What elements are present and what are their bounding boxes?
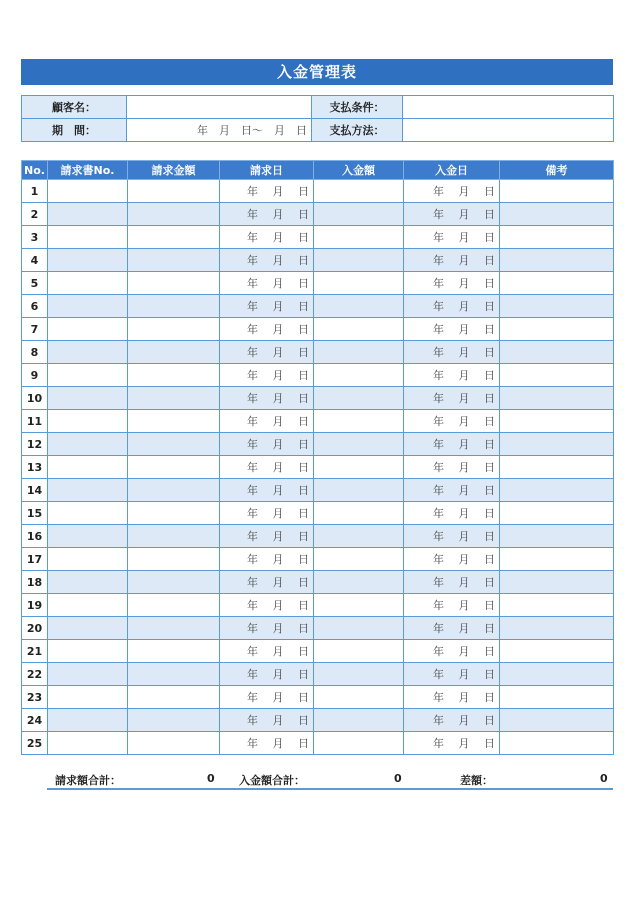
row-number: 25 (22, 732, 48, 755)
billed-date-cell[interactable]: 年 月 日 (220, 433, 314, 456)
row-number: 22 (22, 663, 48, 686)
paid-date-cell[interactable]: 年 月 日 (404, 318, 500, 341)
row-number: 7 (22, 318, 48, 341)
paid-amount-cell[interactable] (314, 479, 404, 502)
table-row (22, 548, 614, 571)
billed-amount-cell[interactable] (128, 410, 220, 433)
notes-cell[interactable] (500, 249, 614, 272)
billed-amount-cell[interactable] (128, 502, 220, 525)
billed-amount-cell[interactable] (128, 318, 220, 341)
billed-amount-cell[interactable] (128, 295, 220, 318)
notes-cell[interactable] (500, 341, 614, 364)
table-row (22, 571, 614, 594)
table-row (22, 709, 614, 732)
paid-date-cell[interactable]: 年 月 日 (404, 594, 500, 617)
billed-date-cell[interactable]: 年 月 日 (220, 456, 314, 479)
notes-cell[interactable] (500, 318, 614, 341)
row-number: 19 (22, 594, 48, 617)
paid-amount-cell[interactable] (314, 571, 404, 594)
table-row (22, 318, 614, 341)
paid-amount-cell[interactable] (314, 295, 404, 318)
billed-date-cell[interactable]: 年 月 日 (220, 203, 314, 226)
paid-amount-cell[interactable] (314, 180, 404, 203)
notes-cell[interactable] (500, 364, 614, 387)
invoice-no-cell[interactable] (48, 387, 128, 410)
invoice-no-cell[interactable] (48, 410, 128, 433)
row-number: 4 (22, 249, 48, 272)
period-field[interactable]: 年 月 日～ 月 日 (127, 119, 312, 142)
paid-amount-cell[interactable] (314, 272, 404, 295)
notes-cell[interactable] (500, 295, 614, 318)
paid-amount-cell[interactable] (314, 226, 404, 249)
paid-amount-cell[interactable] (314, 686, 404, 709)
invoice-no-cell[interactable] (48, 249, 128, 272)
row-number: 2 (22, 203, 48, 226)
paid-date-cell[interactable]: 年 月 日 (404, 525, 500, 548)
notes-cell[interactable] (500, 709, 614, 732)
notes-cell[interactable] (500, 203, 614, 226)
notes-cell[interactable] (500, 663, 614, 686)
paid-amount-cell[interactable] (314, 341, 404, 364)
billed-amount-cell[interactable] (128, 594, 220, 617)
notes-cell[interactable] (500, 686, 614, 709)
paid-amount-cell[interactable] (314, 663, 404, 686)
totals-bar (47, 768, 613, 790)
invoice-no-cell[interactable] (48, 686, 128, 709)
paid-amount-cell[interactable] (314, 594, 404, 617)
row-number: 15 (22, 502, 48, 525)
paid-date-cell[interactable]: 年 月 日 (404, 341, 500, 364)
table-row (22, 249, 614, 272)
notes-cell[interactable] (500, 640, 614, 663)
billed-date-cell[interactable]: 年 月 日 (220, 709, 314, 732)
paid-date-cell[interactable]: 年 月 日 (404, 456, 500, 479)
period-label: 期 間： (22, 119, 127, 142)
notes-cell[interactable] (500, 571, 614, 594)
billed-amount-cell[interactable] (128, 272, 220, 295)
billed-amount-cell[interactable] (128, 663, 220, 686)
header-row (22, 161, 614, 180)
paid-amount-cell[interactable] (314, 387, 404, 410)
row-number: 24 (22, 709, 48, 732)
invoice-no-cell[interactable] (48, 318, 128, 341)
billed-date-cell[interactable]: 年 月 日 (220, 295, 314, 318)
paid-date-cell[interactable]: 年 月 日 (404, 709, 500, 732)
billed-total-value: 0 (207, 772, 215, 785)
billed-date-cell[interactable]: 年 月 日 (220, 571, 314, 594)
billed-date-cell[interactable]: 年 月 日 (220, 387, 314, 410)
billed-amount-cell[interactable] (128, 525, 220, 548)
invoice-no-cell[interactable] (48, 341, 128, 364)
row-number: 20 (22, 617, 48, 640)
paid-date-cell[interactable]: 年 月 日 (404, 479, 500, 502)
paid-date-cell[interactable]: 年 月 日 (404, 295, 500, 318)
notes-cell[interactable] (500, 594, 614, 617)
billed-date-cell[interactable]: 年 月 日 (220, 249, 314, 272)
row-number: 6 (22, 295, 48, 318)
billed-date-cell[interactable]: 年 月 日 (220, 594, 314, 617)
paid-date-cell[interactable]: 年 月 日 (404, 686, 500, 709)
notes-cell[interactable] (500, 479, 614, 502)
invoice-no-cell[interactable] (48, 640, 128, 663)
billed-date-cell[interactable]: 年 月 日 (220, 640, 314, 663)
header-no: No. (22, 161, 48, 180)
paid-date-cell[interactable]: 年 月 日 (404, 663, 500, 686)
paid-amount-cell[interactable] (314, 318, 404, 341)
invoice-no-cell[interactable] (48, 226, 128, 249)
table-row (22, 640, 614, 663)
billed-amount-cell[interactable] (128, 364, 220, 387)
table-row (22, 525, 614, 548)
invoice-no-cell[interactable] (48, 594, 128, 617)
paid-amount-cell[interactable] (314, 410, 404, 433)
notes-cell[interactable] (500, 272, 614, 295)
invoice-no-cell[interactable] (48, 617, 128, 640)
table-row (22, 433, 614, 456)
header-notes: 備考 (500, 161, 614, 180)
billed-date-cell[interactable]: 年 月 日 (220, 686, 314, 709)
billed-date-cell[interactable]: 年 月 日 (220, 318, 314, 341)
paid-date-cell[interactable]: 年 月 日 (404, 249, 500, 272)
paid-date-cell[interactable]: 年 月 日 (404, 203, 500, 226)
billed-amount-cell[interactable] (128, 548, 220, 571)
table-row (22, 387, 614, 410)
paid-total-value: 0 (394, 772, 402, 785)
invoice-no-cell[interactable] (48, 456, 128, 479)
invoice-no-cell[interactable] (48, 548, 128, 571)
paid-amount-cell[interactable] (314, 525, 404, 548)
row-number: 8 (22, 341, 48, 364)
terms-label: 支払条件： (312, 96, 403, 119)
invoice-no-cell[interactable] (48, 525, 128, 548)
billed-amount-cell[interactable] (128, 433, 220, 456)
table-row (22, 203, 614, 226)
billed-amount-cell[interactable] (128, 180, 220, 203)
table-row (22, 341, 614, 364)
billed-amount-cell[interactable] (128, 226, 220, 249)
customer-label: 顧客名： (22, 96, 127, 119)
row-number: 16 (22, 525, 48, 548)
notes-cell[interactable] (500, 548, 614, 571)
difference-label: 差額： (460, 774, 493, 787)
table-row (22, 180, 614, 203)
paid-date-cell[interactable]: 年 月 日 (404, 364, 500, 387)
billed-date-cell[interactable]: 年 月 日 (220, 180, 314, 203)
paid-amount-cell[interactable] (314, 456, 404, 479)
billed-date-cell[interactable]: 年 月 日 (220, 341, 314, 364)
difference-value: 0 (600, 772, 608, 785)
billed-amount-cell[interactable] (128, 249, 220, 272)
notes-cell[interactable] (500, 410, 614, 433)
paid-amount-cell[interactable] (314, 617, 404, 640)
customer-field[interactable] (127, 96, 312, 119)
billed-amount-cell[interactable] (128, 341, 220, 364)
paid-date-cell[interactable]: 年 月 日 (404, 571, 500, 594)
notes-cell[interactable] (500, 732, 614, 755)
method-field[interactable] (403, 119, 614, 142)
billed-amount-cell[interactable] (128, 456, 220, 479)
invoice-no-cell[interactable] (48, 663, 128, 686)
invoice-no-cell[interactable] (48, 502, 128, 525)
row-number: 21 (22, 640, 48, 663)
payment-table (21, 160, 614, 755)
row-number: 17 (22, 548, 48, 571)
billed-amount-cell[interactable] (128, 640, 220, 663)
billed-amount-cell[interactable] (128, 387, 220, 410)
notes-cell[interactable] (500, 226, 614, 249)
billed-amount-cell[interactable] (128, 732, 220, 755)
notes-cell[interactable] (500, 180, 614, 203)
page-title: 入金管理表 (21, 59, 613, 85)
table-row (22, 456, 614, 479)
table-row (22, 686, 614, 709)
row-number: 9 (22, 364, 48, 387)
billed-date-cell[interactable]: 年 月 日 (220, 732, 314, 755)
billed-amount-cell[interactable] (128, 203, 220, 226)
billed-date-cell[interactable]: 年 月 日 (220, 364, 314, 387)
invoice-no-cell[interactable] (48, 571, 128, 594)
invoice-no-cell[interactable] (48, 433, 128, 456)
billed-date-cell[interactable]: 年 月 日 (220, 525, 314, 548)
paid-amount-cell[interactable] (314, 709, 404, 732)
table-row (22, 272, 614, 295)
paid-total-label: 入金額合計： (239, 774, 305, 787)
invoice-no-cell[interactable] (48, 180, 128, 203)
paid-amount-cell[interactable] (314, 203, 404, 226)
billed-date-cell[interactable]: 年 月 日 (220, 502, 314, 525)
notes-cell[interactable] (500, 456, 614, 479)
paid-date-cell[interactable]: 年 月 日 (404, 640, 500, 663)
table-row (22, 502, 614, 525)
paid-date-cell[interactable]: 年 月 日 (404, 548, 500, 571)
invoice-no-cell[interactable] (48, 272, 128, 295)
notes-cell[interactable] (500, 502, 614, 525)
invoice-no-cell[interactable] (48, 364, 128, 387)
paid-date-cell[interactable]: 年 月 日 (404, 180, 500, 203)
info-table (21, 95, 614, 142)
billed-total-label: 請求額合計： (55, 774, 121, 787)
table-row (22, 226, 614, 249)
paid-date-cell[interactable]: 年 月 日 (404, 387, 500, 410)
table-row (22, 410, 614, 433)
method-label: 支払方法： (312, 119, 403, 142)
invoice-no-cell[interactable] (48, 479, 128, 502)
paid-amount-cell[interactable] (314, 640, 404, 663)
table-row (22, 479, 614, 502)
paid-date-cell[interactable]: 年 月 日 (404, 433, 500, 456)
row-number: 10 (22, 387, 48, 410)
billed-date-cell[interactable]: 年 月 日 (220, 617, 314, 640)
invoice-no-cell[interactable] (48, 203, 128, 226)
header-paid-amount: 入金額 (314, 161, 404, 180)
paid-date-cell[interactable]: 年 月 日 (404, 272, 500, 295)
billed-date-cell[interactable]: 年 月 日 (220, 272, 314, 295)
row-number: 14 (22, 479, 48, 502)
invoice-no-cell[interactable] (48, 709, 128, 732)
billed-date-cell[interactable]: 年 月 日 (220, 548, 314, 571)
table-row (22, 663, 614, 686)
paid-amount-cell[interactable] (314, 249, 404, 272)
header-billed-date: 請求日 (220, 161, 314, 180)
table-row (22, 364, 614, 387)
notes-cell[interactable] (500, 525, 614, 548)
paid-amount-cell[interactable] (314, 502, 404, 525)
billed-amount-cell[interactable] (128, 479, 220, 502)
paid-date-cell[interactable]: 年 月 日 (404, 410, 500, 433)
notes-cell[interactable] (500, 387, 614, 410)
invoice-no-cell[interactable] (48, 295, 128, 318)
row-number: 1 (22, 180, 48, 203)
table-row (22, 732, 614, 755)
notes-cell[interactable] (500, 433, 614, 456)
paid-amount-cell[interactable] (314, 732, 404, 755)
billed-date-cell[interactable]: 年 月 日 (220, 410, 314, 433)
paid-date-cell[interactable]: 年 月 日 (404, 732, 500, 755)
invoice-no-cell[interactable] (48, 732, 128, 755)
header-billed-amount: 請求金額 (128, 161, 220, 180)
header-paid-date: 入金日 (404, 161, 500, 180)
paid-date-cell[interactable]: 年 月 日 (404, 226, 500, 249)
row-number: 18 (22, 571, 48, 594)
paid-date-cell[interactable]: 年 月 日 (404, 502, 500, 525)
paid-amount-cell[interactable] (314, 548, 404, 571)
row-number: 23 (22, 686, 48, 709)
notes-cell[interactable] (500, 617, 614, 640)
table-row (22, 295, 614, 318)
billed-amount-cell[interactable] (128, 686, 220, 709)
terms-field[interactable] (403, 96, 614, 119)
billed-date-cell[interactable]: 年 月 日 (220, 479, 314, 502)
row-number: 11 (22, 410, 48, 433)
header-invoice-no: 請求書No. (48, 161, 128, 180)
row-number: 12 (22, 433, 48, 456)
row-number: 13 (22, 456, 48, 479)
row-number: 5 (22, 272, 48, 295)
table-row (22, 617, 614, 640)
billed-amount-cell[interactable] (128, 709, 220, 732)
paid-amount-cell[interactable] (314, 364, 404, 387)
paid-date-cell[interactable]: 年 月 日 (404, 617, 500, 640)
paid-amount-cell[interactable] (314, 433, 404, 456)
billed-date-cell[interactable]: 年 月 日 (220, 663, 314, 686)
row-number: 3 (22, 226, 48, 249)
billed-date-cell[interactable]: 年 月 日 (220, 226, 314, 249)
table-row (22, 594, 614, 617)
billed-amount-cell[interactable] (128, 617, 220, 640)
billed-amount-cell[interactable] (128, 571, 220, 594)
